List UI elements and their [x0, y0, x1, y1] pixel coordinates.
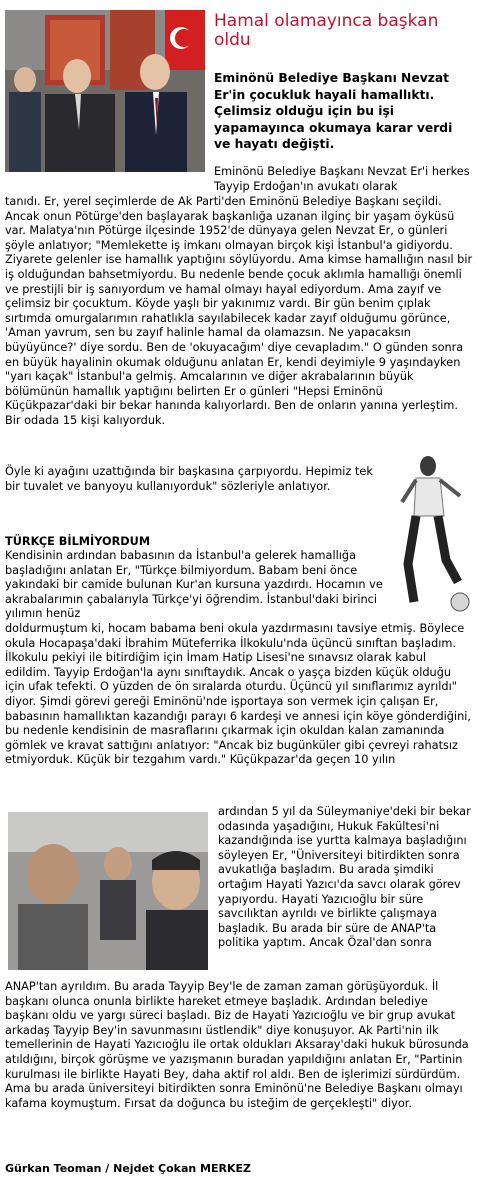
- byline: Gürkan Teoman / Nejdet Çokan MERKEZ: [5, 1162, 251, 1175]
- paragraph-2a: Kendisinin ardından babasının da İstanbul'a gelerek hamallığa başladığını anlatan Er, "Türkçe bilmiyordum. Babam beni önce yakındaki bir camide bulunan Kur'an kursuna yazdırdı. Hocamın ve akrabalarımın çabalarıyla Türkçe'yi öğrendim. İstanbul'daki birinci yılımın henüz: [5, 549, 383, 621]
- paragraph-2b: doldurmuştum ki, hocam babama beni okula yazdırmasını tavsiye etmiş. Böylece okula Hocapaşa'daki İbrahim Müteferrika İlkokulu'nda üçüncü sınıftan başladım. İlkokulu pekiyi ile bitirdiğim için İmam Hatip Lisesi'ne sınavsız olarak kabul edildim. Tayyip Erdoğan'la aynı sınıftaydık. Ancak o yaşça bizden küçük olduğu için ufak tefekti. O yüzden de ön sıralarda oturdu. Üçüncü yıl sınıflarımız ayrıldı" diyor. Şimdi görevi gereği Eminönü'nde işportaya son vermek için çalışan Er, babasının hamallıktan kazandığı parayı 6 kardeşi ve annesi için köye gönderdiğini, bu nedenle kendisinin de masraflarını çıkarmak için okuldan kalan zamanında gömlek ve kravat sattığını anlatıyor: "Ancak biz bugünküler gibi çevreyi rahatsız etmiyorduk. Küçük bir tezgahım vardı." Küçükpazar'da geçen 10 yılın: [5, 622, 471, 767]
- mayor-market-photo: [5, 10, 205, 172]
- paragraph-body-1-tail: Öyle ki ayağını uzattığında bir başkasına çarpıyordu. Hepimiz tek bir tuvalet ve banyoyu kullanıyorduk" sözleriyle anlatıyor.: [5, 465, 373, 493]
- young-footballer-photo: [388, 452, 474, 614]
- mayor-with-citizens-photo: [8, 812, 208, 970]
- paragraph-2d: ANAP'tan ayrıldım. Bu arada Tayyip Bey'le de zaman zaman görüşüyorduk. İl başkanı olunca onunla birlikte hareket etmeye başladık. Ardından belediye başkanı oldu ve yargı süreci başladı. Biz de Hayati Yazıcıoğlu ve bir grup avukat arkadaş Tayyip Bey'in savunmasını üstlendik" diye konuşuyor. Ak Parti'nin ilk temellerinin de Hayati Yazıcıoğlu ile ortak oldukları Aksaray'daki hukuk bürosunda atıldığını, birçok görüşme ve yazışmanın buradan yapıldığını anlatan Er, "Partinin kurulması ile birlikte Hayati Bey, daha aktif rol aldı. Ben de işlerimizi sürdürdüm. Ama bu arada üniversiteyi bitirdikten sonra Eminönü'ne Belediye Başkanı olmayı kafama koymuştum. Fırsat da doğunca bu isteğim de gerçekleşti" diyor.: [5, 980, 469, 1110]
- article-title: Hamal olamayınca başkan oldu: [214, 11, 439, 50]
- paragraph-body-1: tanıdı. Er, yerel seçimlerde de Ak Parti'den Eminönü Belediye Başkanı seçildi. Ancak onun Pötürge'den başlayarak başkanlığa uzanan ilginç bir yaşam öyküsü var. Malatya'nın Pötürge ilçesinde 1952'de dünyaya gelen Nevzat Er, o günleri şöyle anlatıyor; "Memlekette iş imkanı olmayan birçok kişi İstanbul'a gidiyordu. Ziyarete gelenler ise hamallık yaptığını söylüyordu. Ama kimse hamallığın nasıl bir iş olduğundan bahsetmiyordu. Bu nedenle bende çocuk aklımla hamallığı önemli ve prestijli bir iş sanıyordum ve hamal olmayı hayal ediyordum. Ama zayıf ve çelimsiz bir çocuktum. Köyde yaşlı bir yakınımız vardı. Bir gün benim çıplak sırtımda omurgalarımın rahatlıkla sayılabilecek kadar zayıf olduğumu görünce, 'Aman yavrum, sen bu zayıf halinle hamal da olamazsın. Ne yapacaksın büyüyünce?' diye sordu. Ben de 'okuyacağım' diye cevapladım." O günden sonra en büyük hayalinin okumak olduğunu anlatan Er, kendi deyimiyle 9 yaşındayken "yarı kaçak" İstanbul'a gelmiş. Amcalarının ve diğer akrabalarının büyük bölümünün hamallık yaptığını belirten Er o günleri "Hepsi Eminönü Küçükpazar'daki bir bekar hanında kalıyorlardı. Ben de onların yanına yerleştim. Bir odada 15 kişi kalıyorduk.: [5, 195, 473, 427]
- paragraph-intro: Eminönü Belediye Başkanı Nevzat Er'i herkes Tayyip Erdoğan'ın avukatı olarak: [214, 165, 470, 193]
- article-lead: Eminönü Belediye Başkanı Nevzat Er'in çocukluk hayali hamallıktı. Çelimsiz olduğu için bu işi yapamayınca okumaya karar verdi ve hayatı değişti.: [214, 71, 453, 152]
- subheading: TÜRKÇE BİLMİYORDUM: [5, 535, 151, 548]
- paragraph-2c: ardından 5 yıl da Süleymaniye'deki bir bekar odasında yaşadığını, Hukuk Fakültesi'ni kazandığında ise yurtta kalmaya başladığını söyleyen Er, "Üniversiteyi bitirdikten sonra avukatlığa başladım. Bu arada şimdiki ortağım Hayati Yazıcı'da savcı olarak görev yapıyordu. Hayati Yazıcıoğlu bir süre savcılıktan ayrıldı ve birlikte çalışmaya başladık. Bu arada bir süre de ANAP'ta politika yaptım. Ancak Özal'dan sonra: [218, 805, 471, 950]
